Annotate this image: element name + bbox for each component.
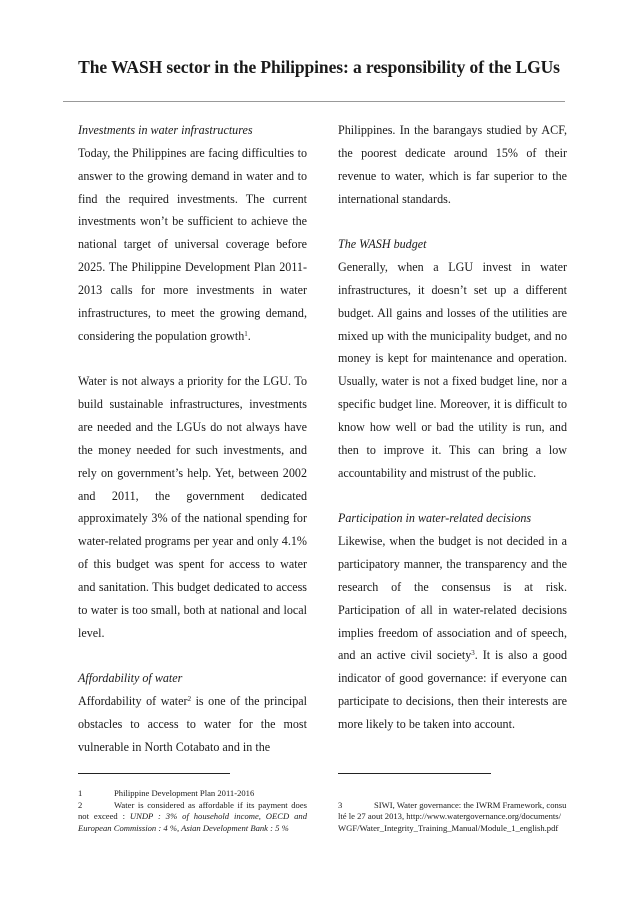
title-divider [63, 101, 565, 102]
footnote-3 [338, 800, 567, 834]
footnote-ref-3[interactable]: 3 [471, 649, 475, 658]
paragraph-text: Likewise, when the budget is not decided in a participatory manner, the transparency and the research of the consensus is at risk. Participation of all in water-related decisions implies freedom of association and of speech, and an active civil society [338, 534, 567, 663]
footnote-ref-2[interactable]: 2 [187, 695, 192, 704]
footnote-mark: 2 [78, 800, 83, 810]
section-heading-wash-budget: The WASH budget [338, 237, 427, 252]
paragraph-wash-budget: Generally, when a LGU invest in water infrastructures, it doesn’t set up a different budget. All gains and losses of the utilities are mixed up with the municipality budget, and no money is kept for maintenance and operation. Usually, water is not a fixed budget line, nor a specific budget line. Moreover, it is difficult to know how well or bad the utility is run, and then to improve it. This can bring a low accountability and mistrust of the public. [338, 260, 567, 480]
right-column [338, 119, 567, 736]
paragraph-text: Affordability of water [78, 694, 188, 709]
footnote-separator-left [78, 773, 230, 774]
paragraph-affordability [78, 690, 307, 759]
paragraph-priority: Water is not always a priority for the LGU. To build sustainable infrastructures, investments are needed and the LGUs do not always have the money needed for such investments, and rely on government’s help. Yet, between 2002 and 2011, the government dedicated approximately 3% of the national spending for water-related programs per year and only 4.1% of this budget was spent for access to water and sanitation. This budget dedicated to access to water is too small, both at national and local level. [78, 374, 307, 640]
paragraph-text-end: . [247, 328, 251, 343]
left-column [78, 119, 307, 759]
footnote-1 [78, 788, 307, 799]
footnote-italic-text: UNDP : 3% of household income, OECD and European Commission : 4 %, Asian Development Bank : 5 % [78, 811, 307, 833]
footnote-mark: 3 [338, 800, 343, 810]
page-title: The WASH sector in the Philippines: a responsibility of the LGUs [78, 57, 560, 77]
paragraph-text-cont: is one of the principal obstacles to access to water for the most vulnerable in North Cotabato and in the [78, 694, 307, 754]
footnote-separator-right [338, 773, 491, 774]
section-heading-investments: Investments in water infrastructures [78, 123, 253, 137]
paragraph-participation [338, 530, 567, 736]
footnote-ref-1[interactable]: 1 [244, 329, 248, 338]
footnote-text: Philippine Development Plan 2011-2016 [114, 788, 255, 798]
paragraph-continued: Philippines. In the barangays studied by ACF, the poorest dedicate around 15% of their revenue to water, which is far superior to the international standards. [338, 123, 567, 206]
paragraph-text-cont: . It is also a good indicator of good governance: if everyone can participate to decisions, then their interests are more likely to be taken into account. [338, 648, 567, 731]
paragraph-text: Today, the Philippines are facing difficulties to answer to the growing demand in water and to find the required investments. The current investments won’t be sufficient to achieve the national target of universal coverage before 2025. The Philippine Development Plan 2011-2013 calls for more investments in water infrastructures, to meet the growing demand, considering the population growth [78, 145, 307, 343]
footnote-text: SIWI, Water governance: the IWRM Framework, consulté le 27 aout 2013, http://www.watergovernance.org/documents/WGF/Water_Integrity_Training_Manual/Module_1_english.pdf [338, 800, 567, 833]
footnote-2 [78, 800, 307, 834]
paragraph-investments [78, 142, 307, 348]
footnote-text: Water is considered as affordable if its payment does not exceed : [78, 800, 307, 822]
footnote-mark: 1 [78, 788, 83, 798]
section-heading-participation: Participation in water-related decisions [338, 511, 532, 526]
section-heading-affordability: Affordability of water [78, 671, 183, 686]
